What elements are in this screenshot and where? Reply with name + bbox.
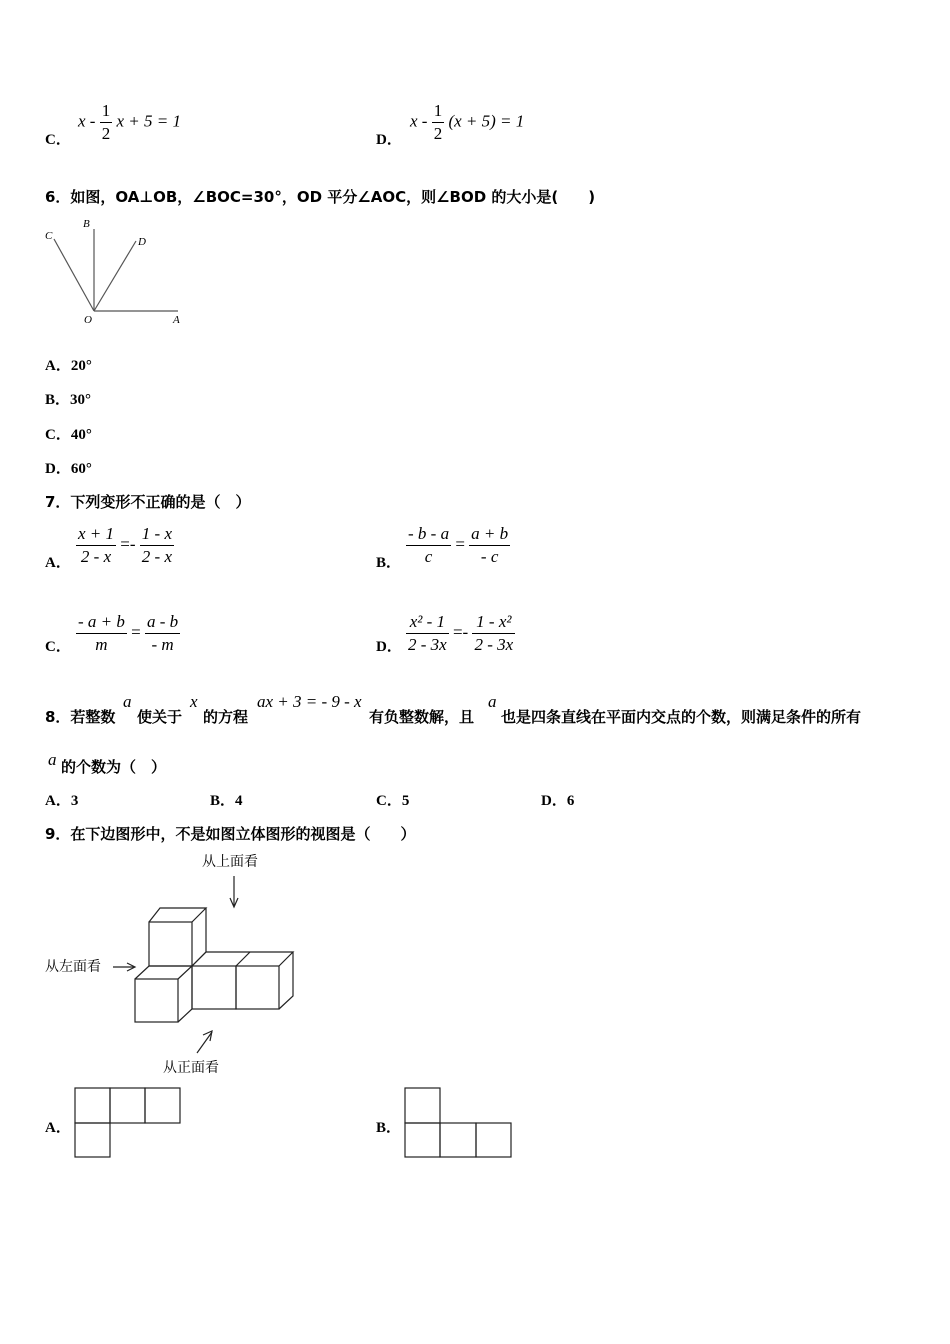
var-x: x: [78, 111, 86, 131]
front-view-label: 从正面看: [163, 1060, 219, 1076]
label-c: C: [45, 230, 53, 242]
q8-text-5: 也是四条直线在平面内交点的个数，则满足条件的所有: [501, 708, 862, 726]
label-d: D: [138, 236, 146, 248]
q9-option-a-label: A．: [45, 1120, 71, 1136]
q6-option-c: C．40°: [45, 427, 92, 443]
q8-text-6: 的个数为（ ）: [61, 758, 167, 776]
q6-angle-figure: [40, 215, 190, 327]
q8-option-d: D．6: [541, 793, 575, 809]
label-o: O: [84, 314, 92, 326]
q7-option-c-formula: $\frac{- a + b}{m}$ = $\frac{a - b}{- m}$: [78, 612, 179, 654]
q8-text-4: 有负整数解，且: [369, 708, 475, 726]
q9-option-b-view: [404, 1087, 516, 1159]
q8-equation: ax + 3 = - 9 - x: [257, 692, 362, 711]
q7-stem: 7．下列变形不正确的是（ ）: [45, 493, 251, 511]
q7-option-a-formula: $\frac{x + 1}{2 - x}$ =- $\frac{1 - x}{2 - x}$: [78, 524, 172, 566]
cube-solid-figure: [100, 870, 300, 1060]
q7-option-a-label: A．: [45, 555, 71, 571]
q5-option-d-label: D．: [376, 132, 402, 148]
q8-var-x: x: [190, 692, 198, 711]
fraction-half: $\frac{1}{2}$: [433, 101, 443, 143]
q5-option-c-label: C．: [45, 132, 71, 148]
label-a: A: [173, 314, 180, 326]
q5-option-c-formula: [78, 100, 181, 145]
q8-text-3: 的方程: [203, 708, 249, 726]
q8-text-1: 8．若整数: [45, 708, 116, 726]
q9-stem: 9．在下边图形中，不是如图立体图形的视图是（ ）: [45, 825, 416, 843]
q9-option-b-label: B．: [376, 1120, 402, 1136]
q8-option-a: A．3: [45, 793, 79, 809]
q6-option-b: B．30°: [45, 392, 92, 408]
q6-stem: 6．如图，OA⊥OB，∠BOC=30°，OD 平分∠AOC，则∠BOD 的大小是( ): [45, 188, 596, 206]
q7-option-b-label: B．: [376, 555, 402, 571]
formula-rest: x + 5 = 1: [116, 111, 181, 131]
q6-option-a: A．20°: [45, 358, 92, 374]
minus-sign: -: [89, 111, 96, 131]
q5-option-d-formula: [410, 100, 524, 145]
q8-var-a: a: [123, 692, 132, 711]
left-view-label: 从左面看: [45, 959, 101, 975]
q8-var-a: a: [48, 750, 57, 769]
q7-option-d-label: D．: [376, 639, 402, 655]
q9-option-a-view: [74, 1087, 184, 1159]
q6-option-d: D．60°: [45, 461, 92, 477]
var-x: x: [410, 111, 418, 131]
minus-sign: -: [421, 111, 428, 131]
top-view-label: 从上面看: [202, 854, 258, 870]
q7-option-d-formula: $\frac{\text{x² - 1}}{2 - 3x}$ =- $\frac{\text{1 - x²}}{2 - 3x}$: [408, 612, 514, 654]
q7-option-b-formula: $\frac{- b - a}{c}$ = $\frac{a + b}{- c}$: [408, 524, 509, 566]
q7-option-c-label: C．: [45, 639, 71, 655]
q8-option-c: C．5: [376, 793, 410, 809]
q8-var-a: a: [488, 692, 497, 711]
label-b: B: [83, 218, 90, 230]
q8-text-2: 使关于: [137, 708, 183, 726]
fraction-half: $\frac{1}{2}$: [101, 101, 111, 143]
formula-rest: (x + 5) = 1: [448, 111, 525, 131]
q8-option-b: B．4: [210, 793, 243, 809]
